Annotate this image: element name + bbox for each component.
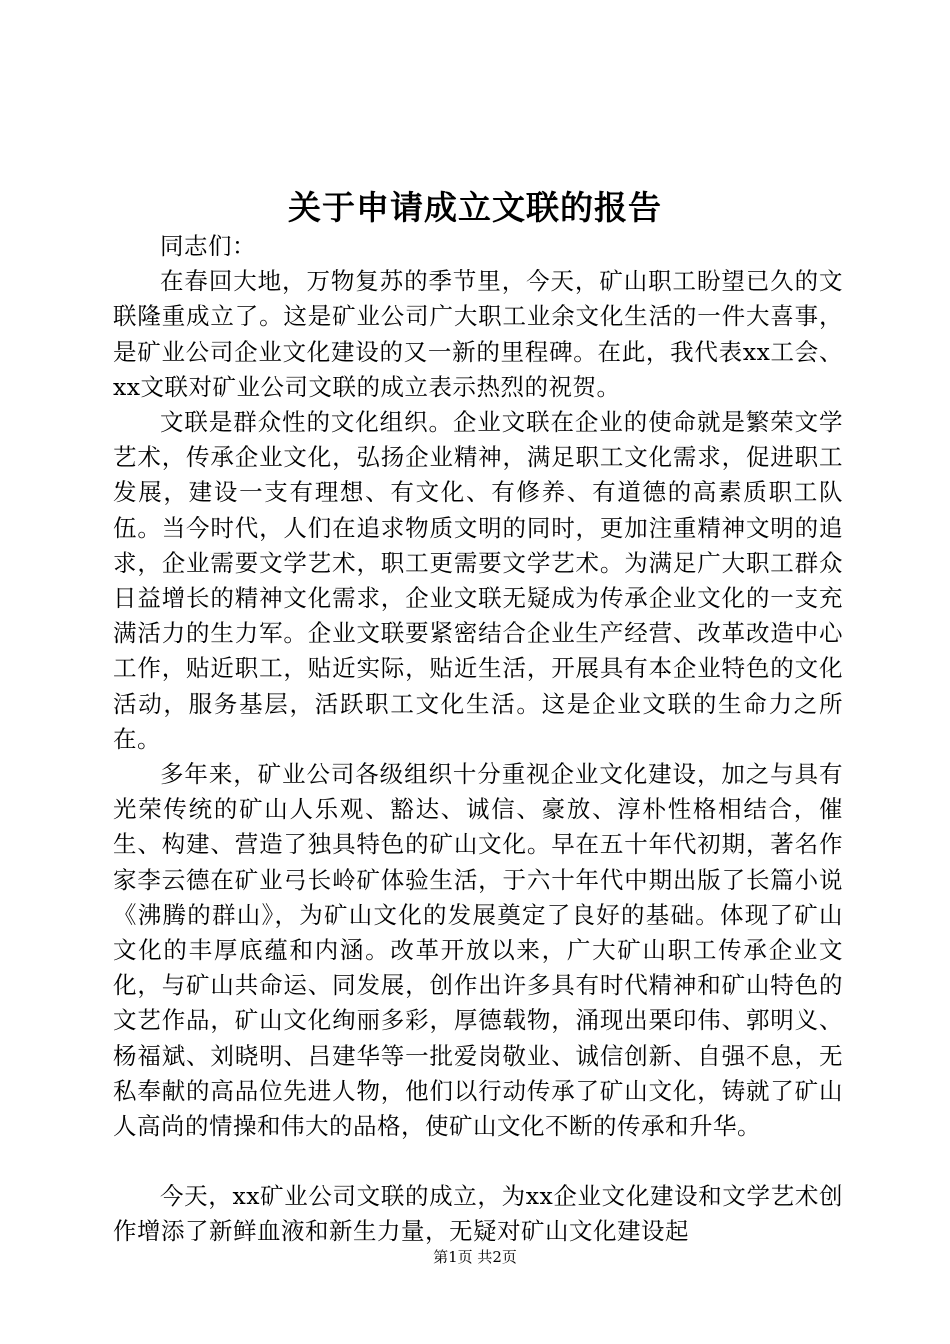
body-paragraph-3: 多年来，矿业公司各级组织十分重视企业文化建设，加之与具有光荣传统的矿山人乐观、豁达、诚信、豪放、淳朴性格相结合，催生、构建、营造了独具特色的矿山文化。早在五十年代初期，著名作家李云德在矿业弓长岭矿体验生活，于六十年代中期出版了长篇小说《沸腾的群山》，为矿山文化的发展奠定了良好的基础。体现了矿山文化的丰厚底蕴和内涵。改革开放以来，广大矿山职工传承企业文化，与矿山共命运、同发展，创作出许多具有时代精神和矿山特色的文艺作品，矿山文化绚丽多彩，厚德载物，涌现出栗印伟、郭明义、杨福斌、刘晓明、吕建华等一批爱岗敬业、诚信创新、自强不息，无私奉献的高品位先进人物，他们以行动传承了矿山文化，铸就了矿山人高尚的情操和伟大的品格，使矿山文化不断的传承和升华。 xyxy=(113,760,843,1141)
page-number-footer: 第1页 共2页 xyxy=(433,1248,517,1266)
body-paragraph-4: 今天，xx矿业公司文联的成立，为xx企业文化建设和文学艺术创作增添了新鲜血液和新生力量，无疑对矿山文化建设起 xyxy=(113,1182,843,1246)
document-title: 关于申请成立文联的报告 xyxy=(288,188,662,227)
document-body xyxy=(113,229,843,1250)
greeting-line: 同志们： xyxy=(160,232,256,260)
body-paragraph-2: 文联是群众性的文化组织。企业文联在企业的使命就是繁荣文学艺术，传承企业文化，弘扬企业精神，满足职工文化需求，促进职工发展，建设一支有理想、有文化、有修养、有道德的高素质职工队伍。当今时代，人们在追求物质文明的同时，更加注重精神文明的追求，企业需要文学艺术，职工更需要文学艺术。为满足广大职工群众日益增长的精神文化需求，企业文联无疑成为传承企业文化的一支充满活力的生力军。企业文联要紧密结合企业生产经营、改革改造中心工作，贴近职工，贴近实际，贴近生活，开展具有本企业特色的文化活动，服务基层，活跃职工文化生活。这是企业文联的生命力之所在。 xyxy=(113,408,843,753)
body-paragraph-1: 在春回大地，万物复苏的季节里，今天，矿山职工盼望已久的文联隆重成立了。这是矿业公司广大职工业余文化生活的一件大喜事，是矿业公司企业文化建设的又一新的里程碑。在此，我代表xx工会、xx文联对矿业公司文联的成立表示热烈的祝贺。 xyxy=(113,267,843,401)
